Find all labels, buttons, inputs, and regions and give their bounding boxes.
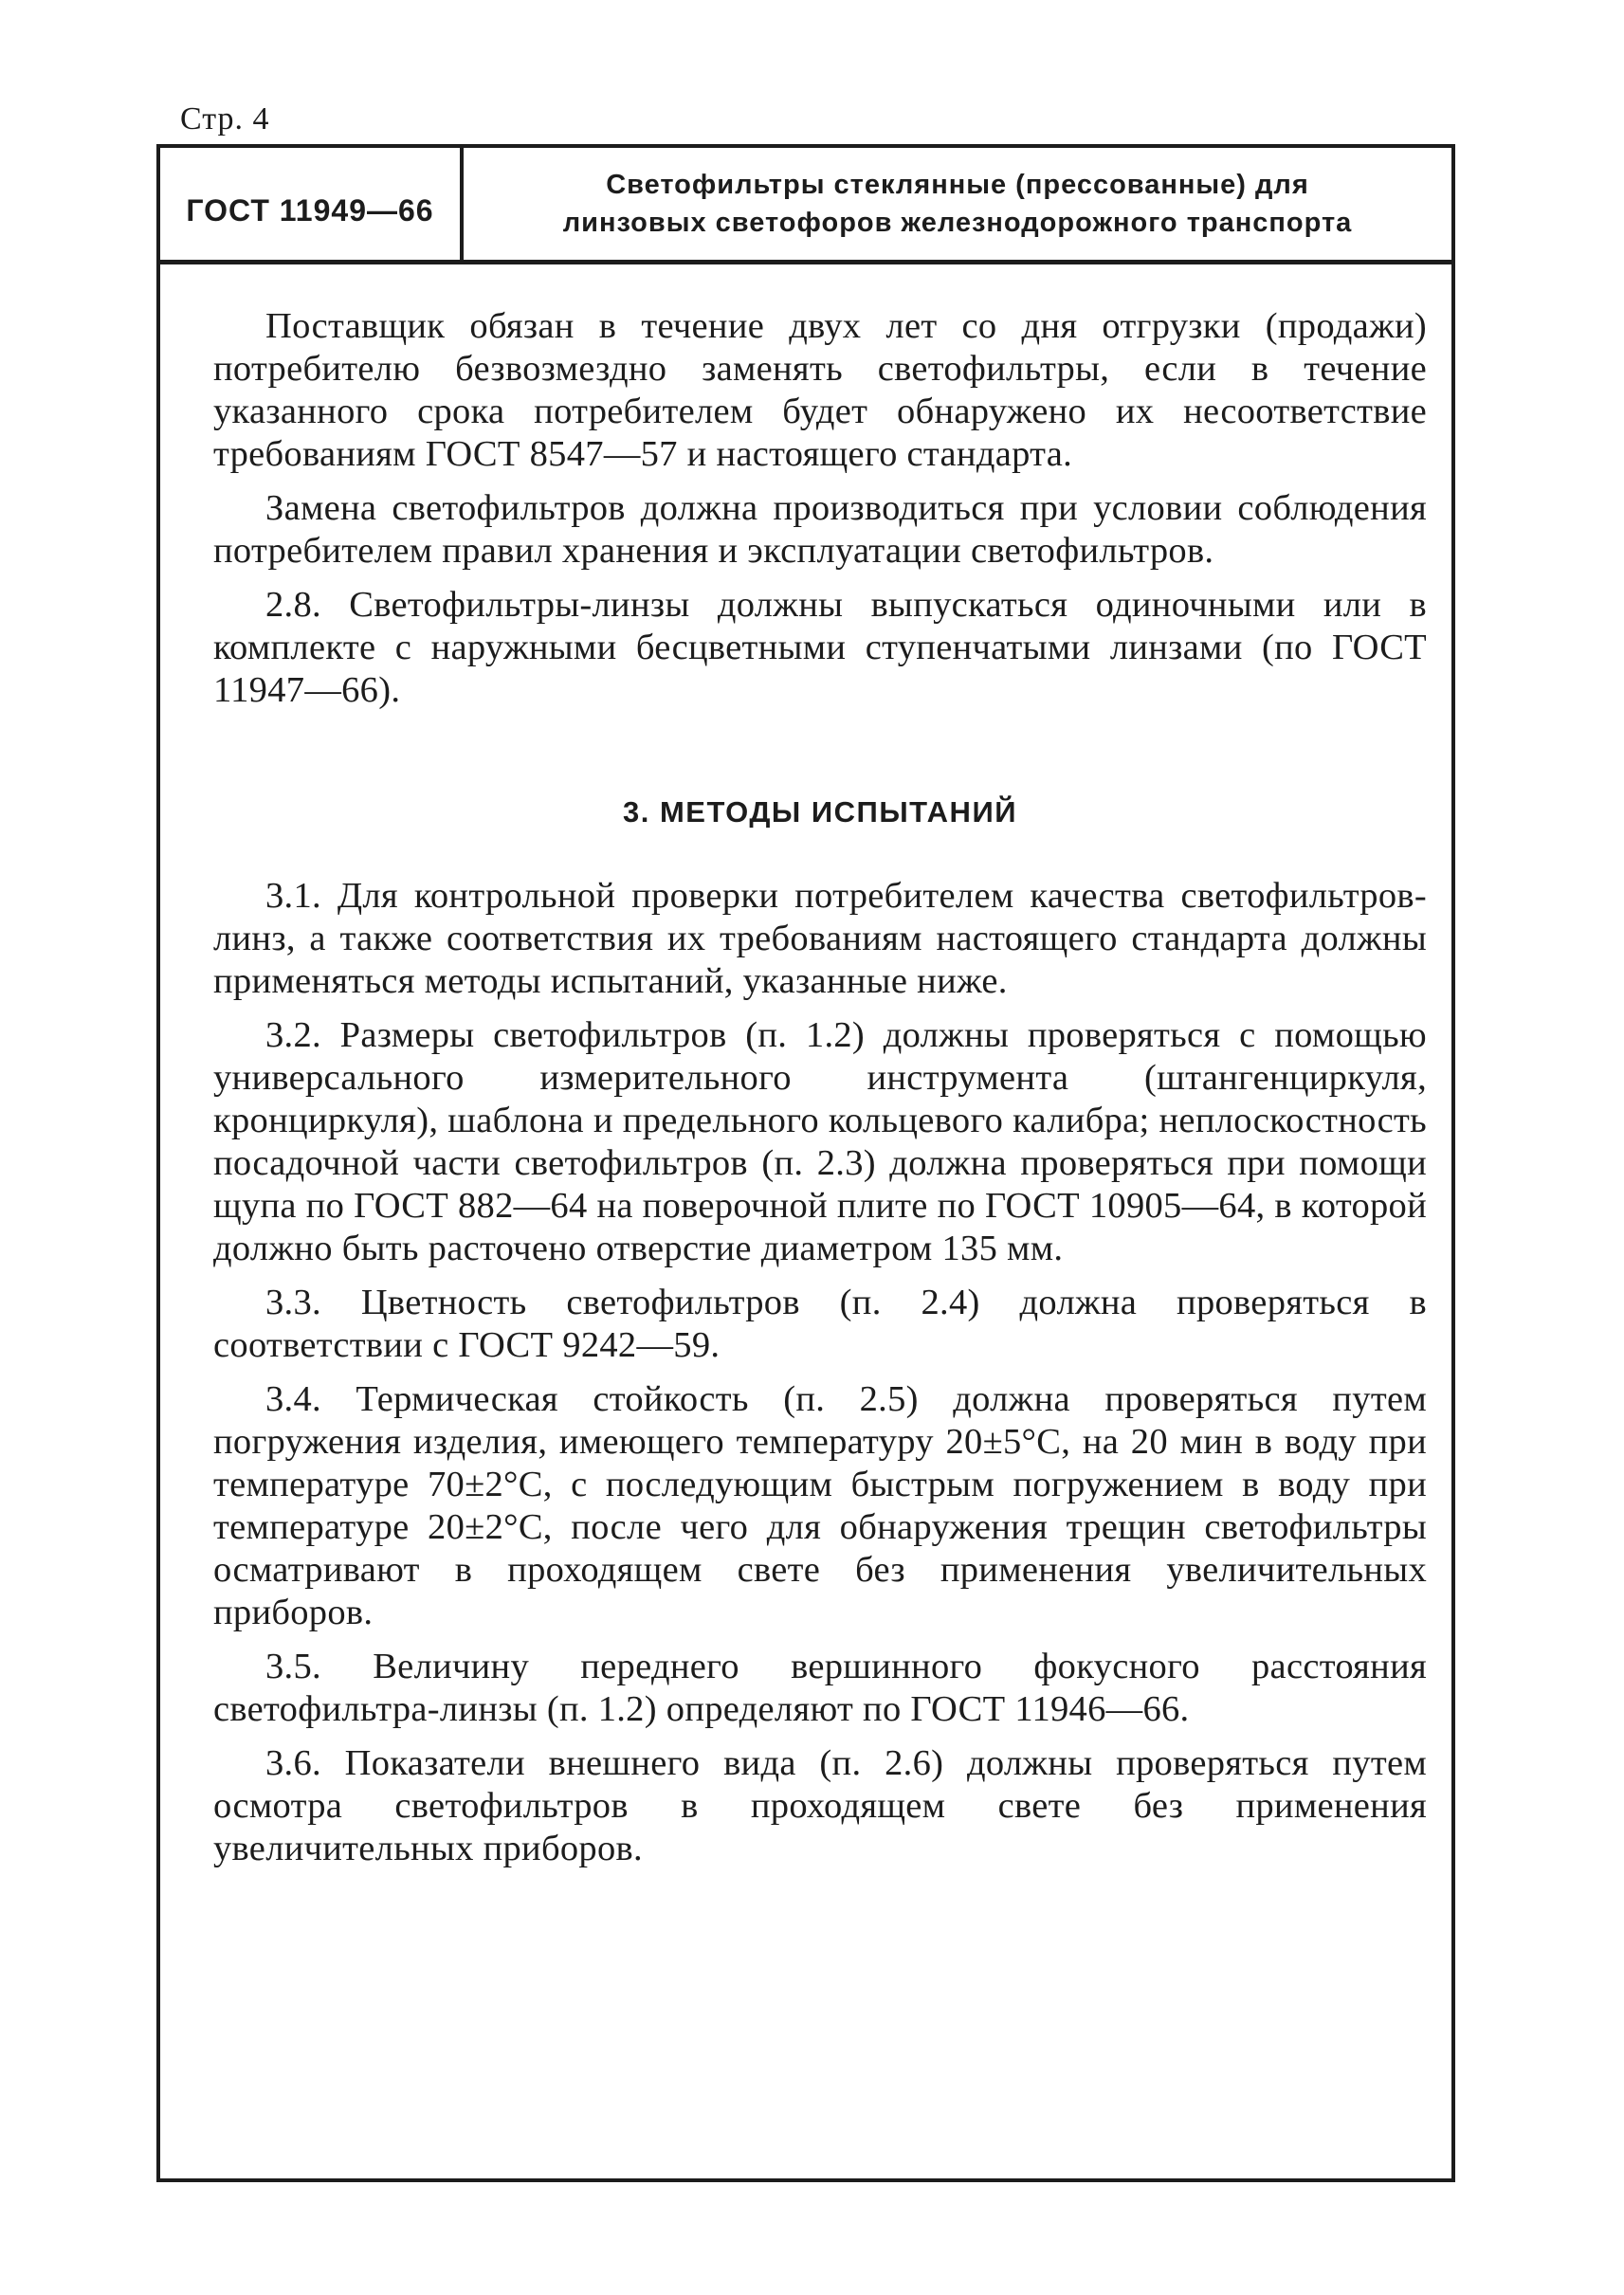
paragraph-3-4: 3.4. Термическая стойкость (п. 2.5) должна проверяться путем погружения изделия, имеющего температуру 20±5°С, на 20 мин в воду при температуре 70±2°С, с последующим быстрым погружением в воду при температуре 20±2°С, после чего для обнаружения трещин светофильтры осматривают в проходящем свете без применения увеличительных приборов. — [213, 1379, 1427, 1632]
paragraph-2-8: 2.8. Светофильтры-линзы должны выпускаться одиночными или в комплекте с наружными бесцветными ступенчатыми линзами (по ГОСТ 11947—66). — [213, 585, 1427, 710]
document-body — [213, 305, 1427, 1882]
paragraph-replacement-conditions: Замена светофильтров должна производиться при условии соблюдения потребителем правил хранения и эксплуатации светофильтров. — [213, 488, 1427, 571]
paragraph-supplier-obligation: Поставщик обязан в течение двух лет со дня отгрузки (продажи) потребителю безвозмездно заменять светофильтры, если в течение указанного срока потребителем будет обнаружено их несоответствие требованиям ГОСТ 8547—57 и настоящего стандарта. — [213, 306, 1427, 474]
page-number: Стр. 4 — [180, 101, 270, 137]
document-header — [160, 148, 1451, 264]
standard-title — [464, 148, 1451, 260]
section-heading: 3. МЕТОДЫ ИСПЫТАНИЙ — [623, 795, 1017, 829]
paragraph-3-2: 3.2. Размеры светофильтров (п. 1.2) должны проверяться с помощью универсального измерительного инструмента (штангенциркуля, кронциркуля), шаблона и предельного кольцевого калибра; неплоскостность посадочной части светофильтров (п. 2.3) должна проверяться при помощи щупа по ГОСТ 882—64 на поверочной плите по ГОСТ 10905—64, в которой должно быть расточено отверстие диаметром 135 мм. — [213, 1015, 1428, 1268]
paragraph-3-1: 3.1. Для контрольной проверки потребителем качества светофильтров-линз, а также соответствия их требованиям настоящего стандарта должны применяться методы испытаний, указанные ниже. — [213, 876, 1427, 1001]
standard-code: ГОСТ 11949—66 — [160, 148, 464, 260]
standard-title-line-2: линзовых светофоров железнодорожного транспорта — [562, 208, 1353, 238]
standard-title-line-1: Светофильтры стеклянные (прессованные) для — [606, 170, 1309, 200]
paragraph-3-6: 3.6. Показатели внешнего вида (п. 2.6) должны проверяться путем осмотра светофильтров в проходящем свете без применения увеличительных приборов. — [213, 1743, 1427, 1868]
paragraph-3-5: 3.5. Величину переднего вершинного фокусного расстояния светофильтра-линзы (п. 1.2) определяют по ГОСТ 11946—66. — [213, 1647, 1427, 1729]
paragraph-3-3: 3.3. Цветность светофильтров (п. 2.4) должна проверяться в соответствии с ГОСТ 9242—59. — [213, 1283, 1427, 1365]
page-frame — [156, 144, 1455, 2182]
